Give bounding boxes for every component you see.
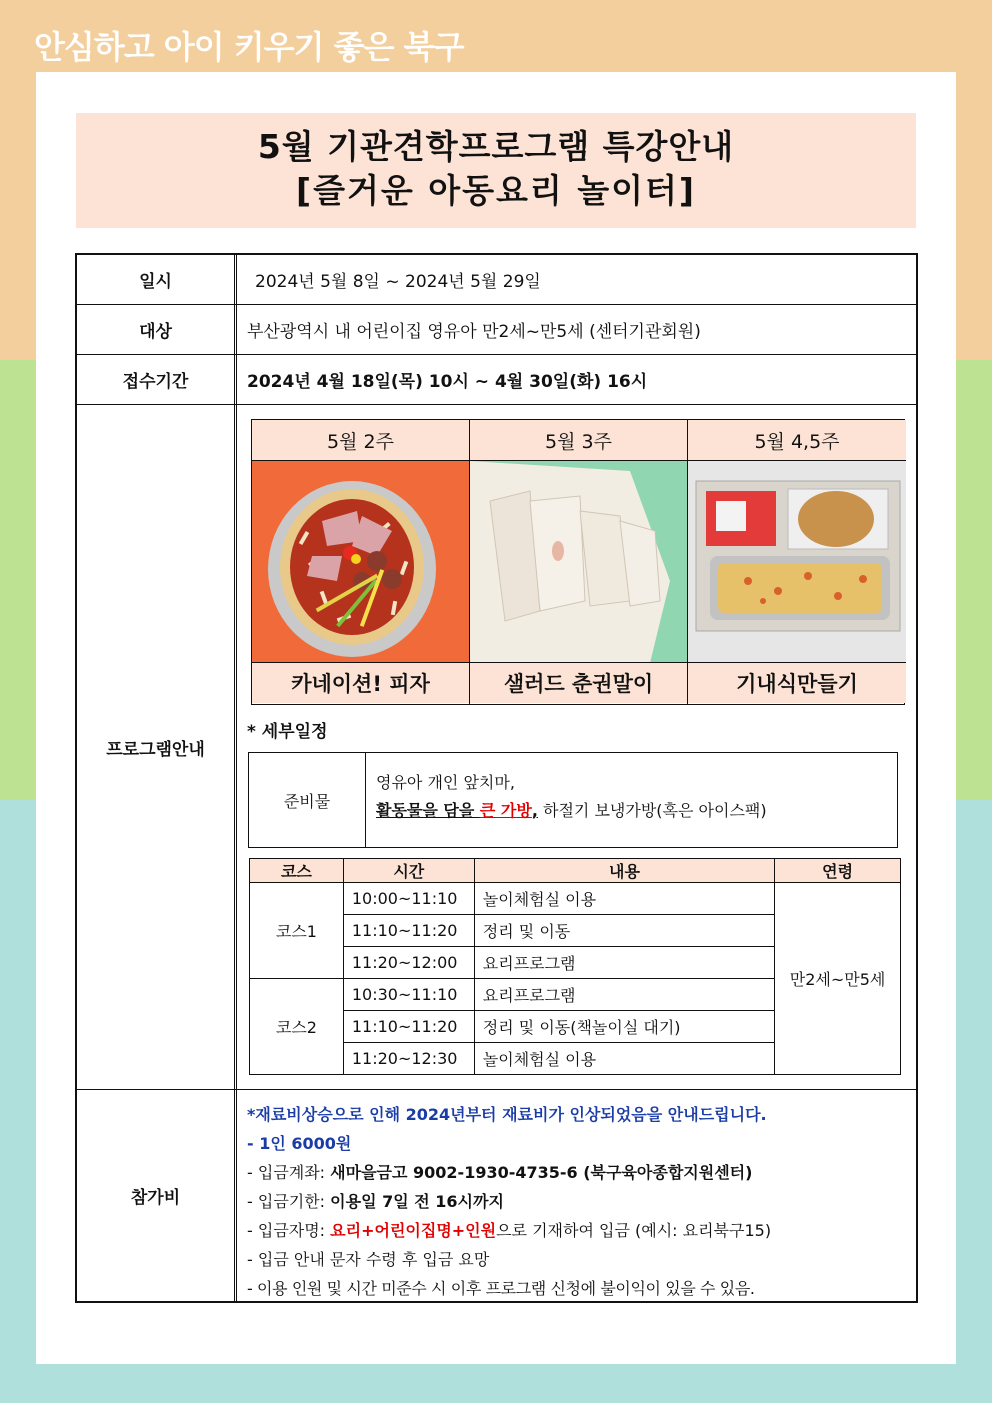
slot-time: 10:00~11:10 — [343, 883, 474, 915]
course-name: 코스2 — [250, 979, 344, 1075]
schedule-header — [250, 859, 901, 883]
prep-line2 — [376, 797, 767, 825]
slot-content: 요리프로그램 — [474, 947, 774, 979]
slot-time: 11:10~11:20 — [343, 1011, 474, 1043]
header-course: 코스 — [250, 859, 344, 883]
fee-depositor-rest: 으로 기재하여 입금 (예시: 요리북구15) — [496, 1221, 772, 1240]
slot-time: 11:10~11:20 — [343, 915, 474, 947]
row-label: 대상 — [77, 305, 237, 354]
menu-card — [470, 420, 688, 704]
menu-card — [688, 420, 906, 704]
fee-deadline-value: 이용일 7일 전 16시까지 — [330, 1192, 504, 1211]
fee-account — [247, 1158, 910, 1187]
menu-name: 샐러드 춘권말이 — [470, 663, 687, 703]
row-value: 2024년 4월 18일(목) 10시 ~ 4월 30일(화) 16시 — [247, 372, 648, 392]
fee-account-label: - 입금계좌: — [247, 1163, 331, 1182]
fee-depositor — [247, 1216, 910, 1245]
menu-name: 카네이션! 피자 — [252, 663, 469, 703]
document-page — [36, 72, 956, 1364]
fee-deadline-label: - 입금기한: — [247, 1192, 331, 1211]
fee-depositor-value: 요리+어린이집명+인원 — [330, 1221, 497, 1240]
row-reception — [77, 355, 916, 405]
row-program — [77, 405, 916, 1090]
age-range: 만2세~만5세 — [775, 883, 901, 1075]
header-age: 연령 — [775, 859, 901, 883]
course-name: 코스1 — [250, 883, 344, 979]
row-fee — [77, 1090, 916, 1301]
slot-content: 놀이체험실 이용 — [474, 1043, 774, 1075]
menu-name: 기내식만들기 — [688, 663, 906, 703]
row-date — [77, 255, 916, 305]
fee-note: - 이용 인원 및 시간 미준수 시 이후 프로그램 신청에 불이익이 있을 수 있음. — [247, 1279, 755, 1298]
fee-note: - 입금 안내 문자 수령 후 입금 요망 — [247, 1250, 490, 1269]
inflight-meal-photo — [688, 461, 906, 663]
slogan: 안심하고 아이 키우기 좋은 북구 — [34, 28, 464, 66]
row-value: 2024년 5월 8일 ~ 2024년 5월 29일 — [255, 272, 541, 292]
menu-week: 5월 3주 — [470, 420, 687, 461]
row-label: 프로그램안내 — [77, 405, 237, 1089]
slot-time: 10:30~11:10 — [343, 979, 474, 1011]
page-title: 5월 기관견학프로그램 특강안내 — [257, 127, 735, 166]
prep-box — [248, 752, 898, 848]
prep-bag-text: 활동물을 담을 — [376, 801, 480, 820]
slot-time: 11:20~12:00 — [343, 947, 474, 979]
row-value: 부산광역시 내 어린이집 영유아 만2세~만5세 (센터기관회원) — [247, 322, 701, 342]
prep-line1: 영유아 개인 앞치마, — [376, 773, 515, 792]
slot-time: 11:20~12:30 — [343, 1043, 474, 1075]
slot-content: 놀이체험실 이용 — [474, 883, 774, 915]
fee-details — [247, 1100, 910, 1303]
fee-notice: *재료비상승으로 인해 2024년부터 재료비가 인상되었음을 안내드립니다. — [247, 1105, 767, 1124]
row-label: 참가비 — [77, 1090, 237, 1301]
fee-deadline — [247, 1187, 910, 1216]
schedule-table — [249, 858, 901, 1075]
fee-depositor-label: - 입금자명: — [247, 1221, 331, 1240]
pizza-photo — [252, 461, 469, 663]
slot-content: 요리프로그램 — [474, 979, 774, 1011]
header-content: 내용 — [474, 859, 774, 883]
slot-content: 정리 및 이동(책놀이실 대기) — [474, 1011, 774, 1043]
menu-week: 5월 2주 — [252, 420, 469, 461]
detail-schedule-title: * 세부일정 — [247, 722, 328, 742]
prep-bag-highlight: 큰 가방 — [479, 801, 532, 820]
fee-price: - 1인 6000원 — [247, 1134, 352, 1153]
info-table — [75, 253, 918, 1303]
prep-comma: , — [531, 801, 538, 820]
slot-content: 정리 및 이동 — [474, 915, 774, 947]
title-box — [76, 113, 916, 228]
menu-card — [252, 420, 470, 704]
row-label: 접수기간 — [77, 355, 237, 404]
prep-label: 준비물 — [249, 753, 366, 847]
menu-grid — [251, 419, 905, 705]
header-time: 시간 — [343, 859, 474, 883]
spring-roll-photo — [470, 461, 687, 663]
table-row — [250, 883, 901, 915]
page-subtitle: [즐거운 아동요리 놀이터] — [296, 171, 696, 210]
prep-text — [376, 769, 767, 825]
menu-week: 5월 4,5주 — [688, 420, 906, 461]
fee-account-value: 새마을금고 9002-1930-4735-6 (북구육아종합지원센터) — [330, 1163, 753, 1182]
row-label: 일시 — [77, 255, 237, 304]
prep-cooler-text: 하절기 보냉가방(혹은 아이스팩) — [537, 801, 767, 820]
row-target — [77, 305, 916, 355]
